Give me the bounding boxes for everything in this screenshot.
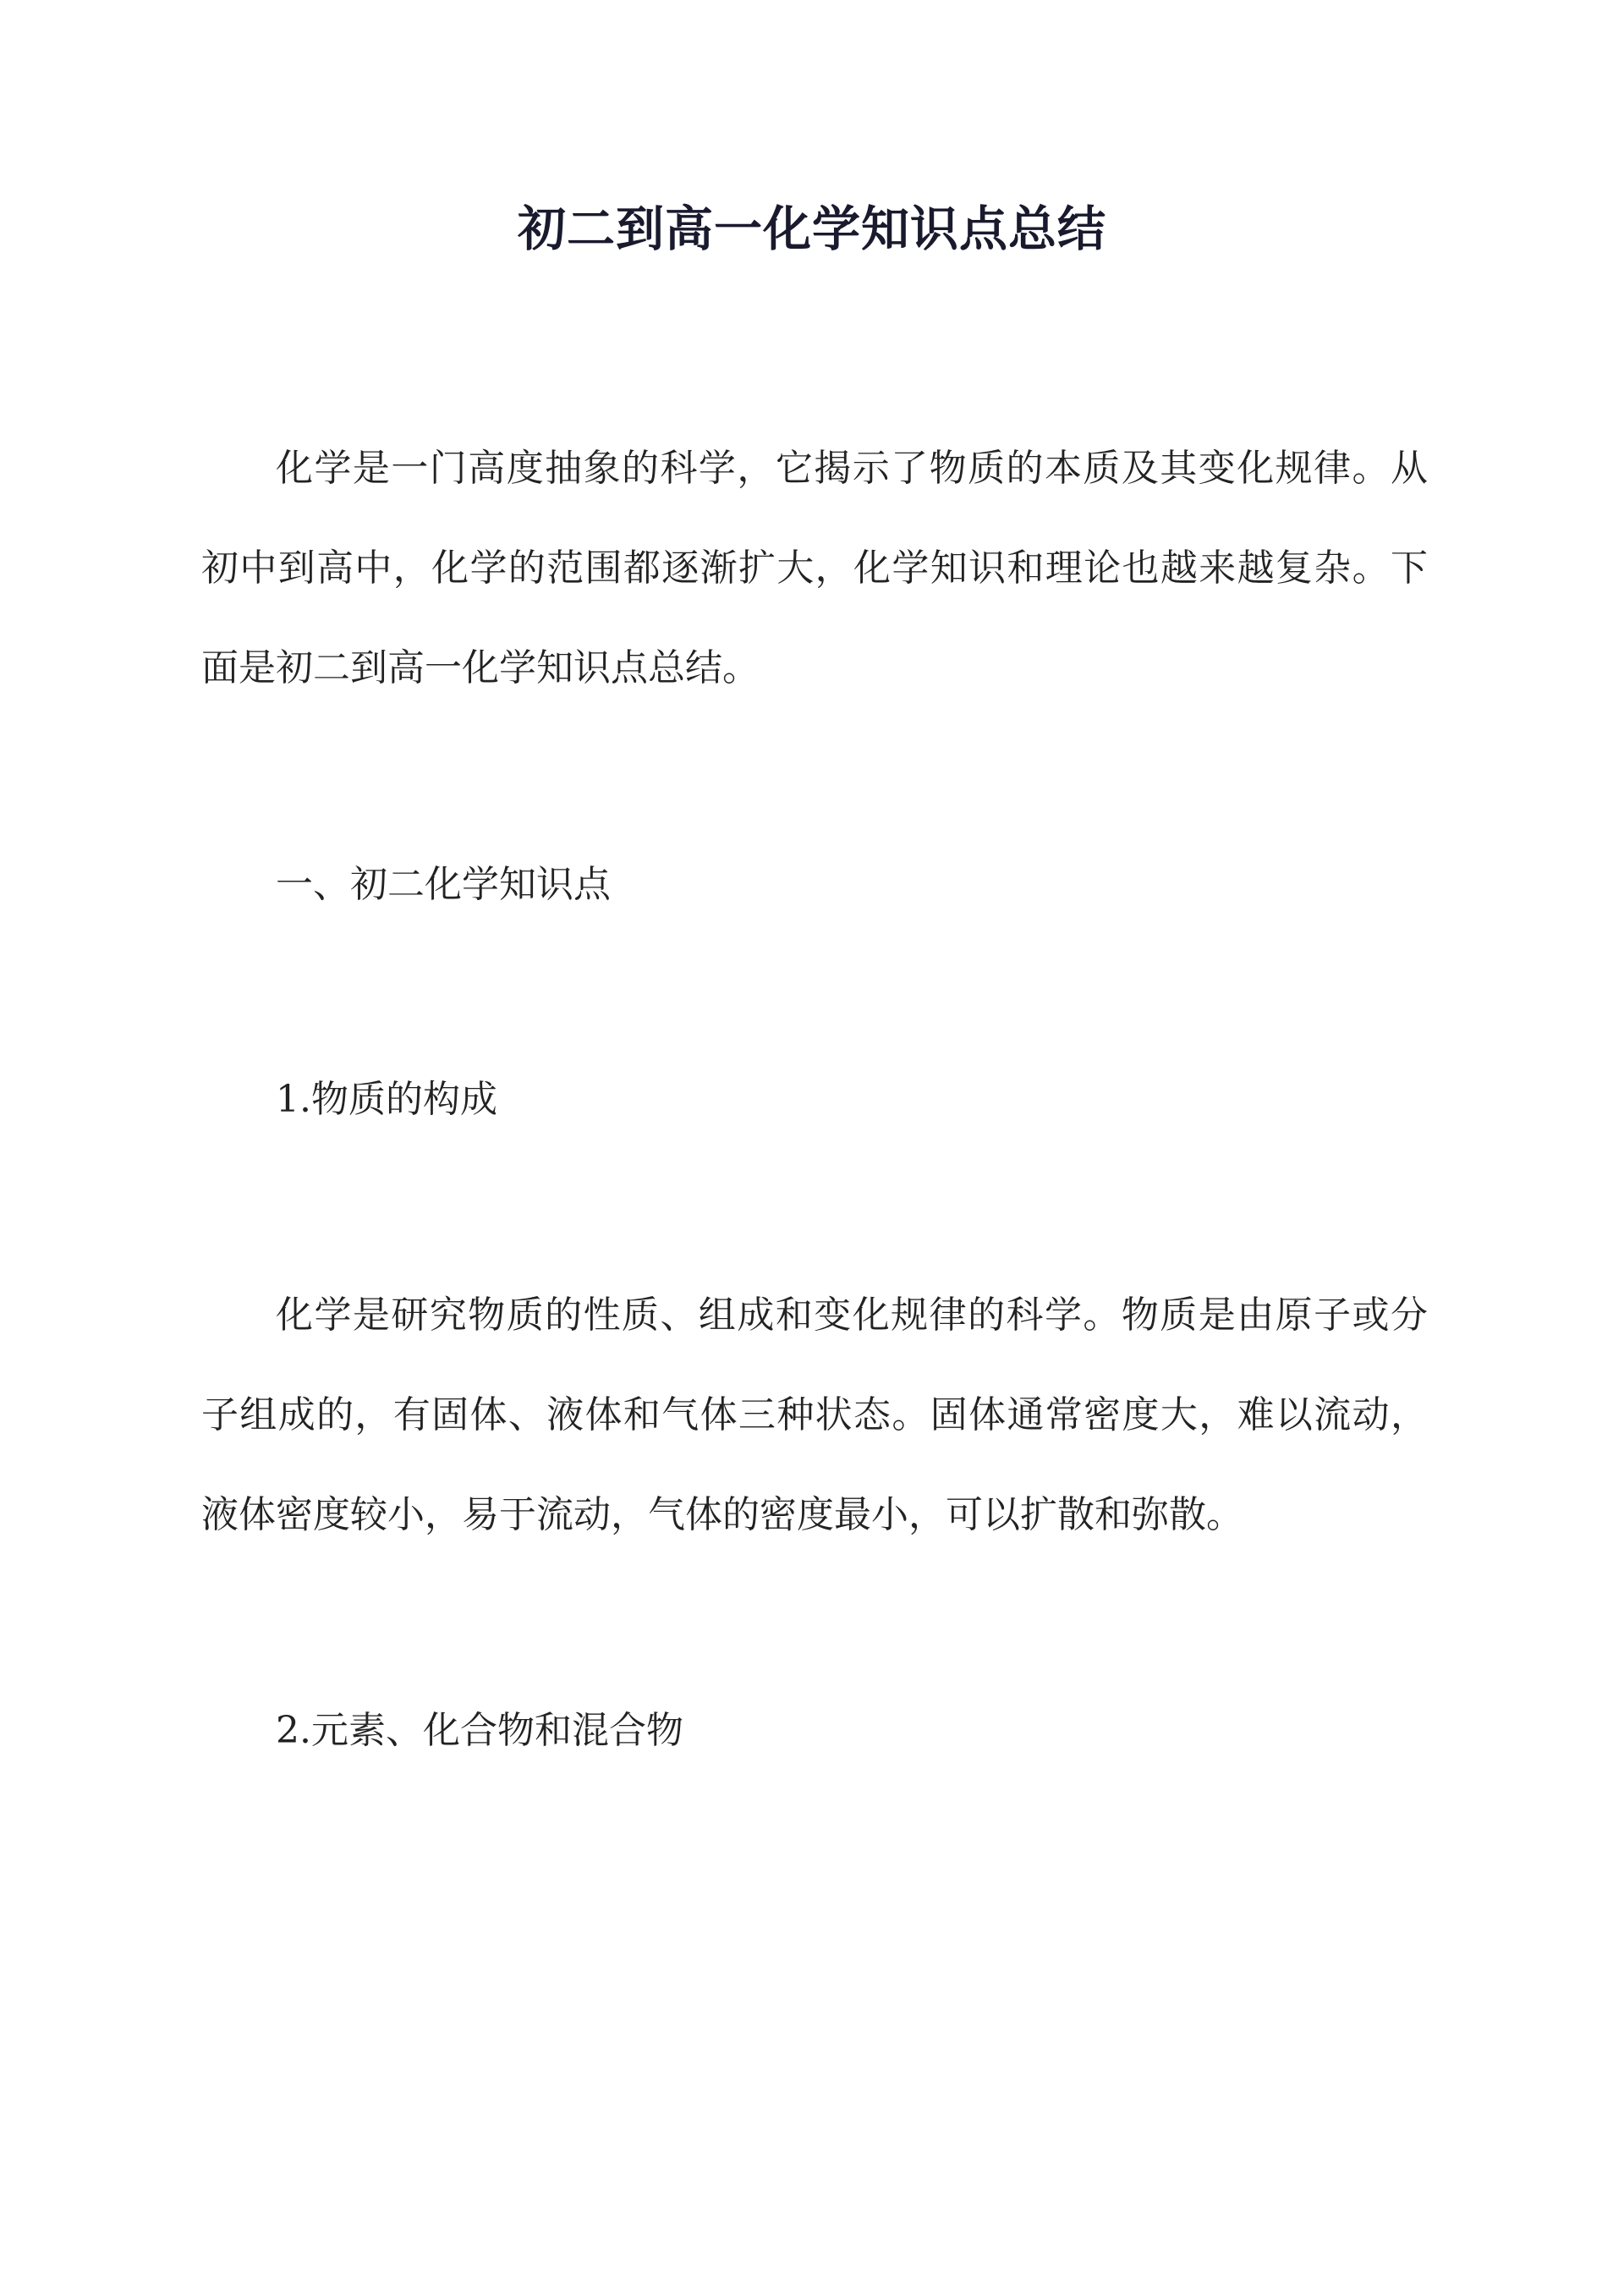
intro-paragraph: 化学是一门高度抽象的科学，它揭示了物质的本质及其变化规律。从初中到高中，化学的范围都逐渐扩大，化学知识和理论也越来越复杂。下面是初二到高一化学知识点总结。 <box>201 447 1428 689</box>
subsection-heading-2: 2.元素、化合物和混合物 <box>276 1709 683 1752</box>
document-title: 初二到高一化学知识点总结 <box>518 200 1106 257</box>
section-heading: 一、初二化学知识点 <box>276 863 611 906</box>
subsection-1-paragraph: 化学是研究物质的性质、组成和变化规律的科学。物质是由原子或分子组成的，有固体、液体和气体三种状态。固体通常密度大，难以流动，液体密度较小，易于流动，气体的密度最小，可以扩散和弥散。 <box>201 1294 1428 1536</box>
subsection-heading-1: 1.物质的构成 <box>276 1078 497 1121</box>
